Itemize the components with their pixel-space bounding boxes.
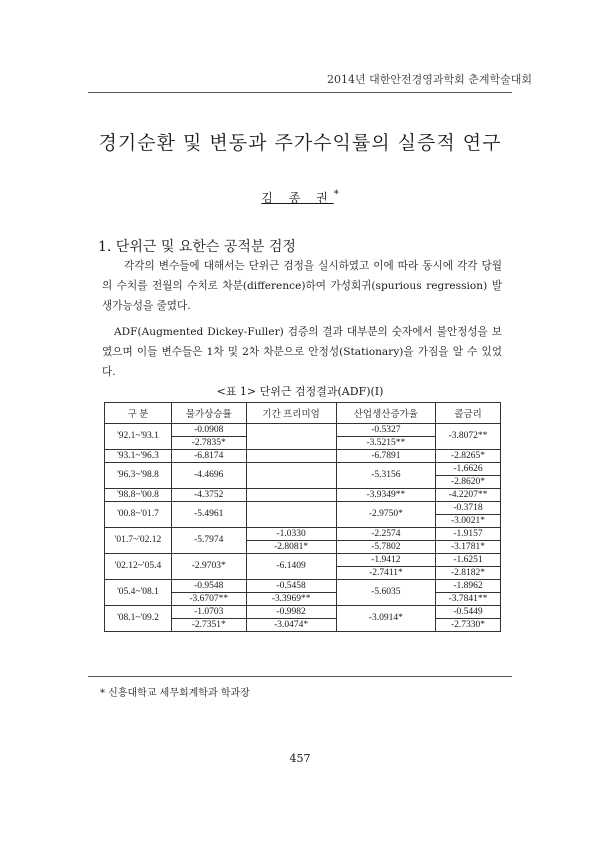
footnote: * 신흥대학교 세무회계학과 학과장 [100,688,250,699]
adf-results-table [104,402,501,632]
cell-period: '05.4~'08.1 [105,580,172,606]
table-row [105,606,501,619]
cell-inflation: -0.0908 [172,424,247,437]
cell-inflation: -6.8174 [172,450,247,463]
cell-period: '08.1~'09.2 [105,606,172,632]
table-caption: <표 1> 단위근 검정결과(ADF)(Ⅰ) [216,385,384,398]
cell-industrial-production: -6.7891 [336,450,435,463]
cell-call-rate: -2.7330* [436,619,501,632]
cell-term-premium [246,489,336,502]
header-divider [88,92,512,93]
table-row [105,489,501,502]
table-body [105,424,501,632]
cell-term-premium: -3.0474* [246,619,336,632]
paper-title: 경기순환 및 변동과 주가수익률의 실증적 연구 [98,132,502,154]
cell-industrial-production: -3.5215** [336,437,435,450]
cell-industrial-production: -2.9750* [336,502,435,528]
cell-term-premium [246,424,336,450]
cell-call-rate: -4.2207** [436,489,501,502]
cell-call-rate: -3.7841** [436,593,501,606]
cell-inflation: -3.6707** [172,593,247,606]
table-row [105,450,501,463]
col-header-call-rate: 콜금리 [436,403,501,424]
cell-inflation: -4.3752 [172,489,247,502]
cell-industrial-production: -2.7411* [336,567,435,580]
table-row [105,463,501,476]
cell-inflation: -4.4696 [172,463,247,489]
cell-call-rate: -3.1781* [436,541,501,554]
cell-call-rate: -3.0021* [436,515,501,528]
cell-inflation: -2.7351* [172,619,247,632]
cell-call-rate: -1.6626 [436,463,501,476]
table-header-row [105,403,501,424]
cell-term-premium: -0.5458 [246,580,336,593]
cell-term-premium [246,463,336,489]
cell-call-rate: -2.8265* [436,450,501,463]
col-header-inflation: 물가상승률 [172,403,247,424]
col-header-term-premium: 기간 프리미엄 [246,403,336,424]
author-line [0,189,600,206]
cell-term-premium: -6.1409 [246,554,336,580]
table-row [105,554,501,567]
section-heading: 1. 단위근 및 요한슨 공적분 검정 [98,239,296,255]
author-footnote-mark: * [333,189,339,200]
cell-industrial-production: -3.0914* [336,606,435,632]
cell-industrial-production: -5.6035 [336,580,435,606]
cell-inflation: -5.7974 [172,528,247,554]
cell-inflation: -2.9703* [172,554,247,580]
cell-period: '00.8~'01.7 [105,502,172,528]
cell-term-premium [246,502,336,528]
cell-industrial-production: -0.5327 [336,424,435,437]
cell-call-rate: -2.8620* [436,476,501,489]
cell-industrial-production: -3.9349** [336,489,435,502]
cell-term-premium: -3.3969** [246,593,336,606]
cell-term-premium [246,450,336,463]
cell-inflation: -5.4961 [172,502,247,528]
cell-industrial-production: -2.2574 [336,528,435,541]
cell-inflation: -0.9548 [172,580,247,593]
cell-period: '96.3~'98.8 [105,463,172,489]
footnote-divider [88,676,512,677]
cell-period: '93.1~'96.3 [105,450,172,463]
cell-call-rate: -0.3718 [436,502,501,515]
cell-industrial-production: -5.7802 [336,541,435,554]
cell-call-rate: -1.9157 [436,528,501,541]
cell-period: '02.12~'05.4 [105,554,172,580]
table-row [105,580,501,593]
running-header: 2014년 대한안전경영과학회 춘계학술대회 [326,73,532,86]
cell-period: '01.7~'02.12 [105,528,172,554]
col-header-period: 구 분 [105,403,172,424]
cell-inflation: -2.7835* [172,437,247,450]
cell-period: '98.8~'00.8 [105,489,172,502]
paragraph-2: ADF(Augmented Dickey-Fuller) 검증의 결과 대부분의 숫자에서 불안정성을 보였으며 이들 변수들은 1차 및 2차 차분으로 안정성(Stationary)을 가짐을 알 수 있었다. [102,326,502,378]
table-row [105,424,501,437]
cell-call-rate: -1.6251 [436,554,501,567]
cell-call-rate: -3.8072** [436,424,501,450]
cell-term-premium: -1.0330 [246,528,336,541]
cell-call-rate: -1.8962 [436,580,501,593]
cell-inflation: -1.0703 [172,606,247,619]
cell-call-rate: -2.8182* [436,567,501,580]
cell-industrial-production: -5.3156 [336,463,435,489]
page-number: 457 [289,752,311,765]
cell-industrial-production: -1.9412 [336,554,435,567]
table-row [105,528,501,541]
cell-term-premium: -2.8081* [246,541,336,554]
table-row [105,502,501,515]
cell-period: '92.1~'93.1 [105,424,172,450]
author-name: 김 종 권 [261,191,334,205]
paragraph-1: 각각의 변수들에 대해서는 단위근 검정을 실시하였고 이에 따라 동시에 각각 당월의 수치를 전월의 수치로 차분(difference)하여 가성회귀(spurious regression) 발생가능성을 줄였다. [102,260,502,312]
cell-call-rate: -0.5449 [436,606,501,619]
cell-term-premium: -0.9982 [246,606,336,619]
col-header-industrial-production: 산업생산증가율 [336,403,435,424]
